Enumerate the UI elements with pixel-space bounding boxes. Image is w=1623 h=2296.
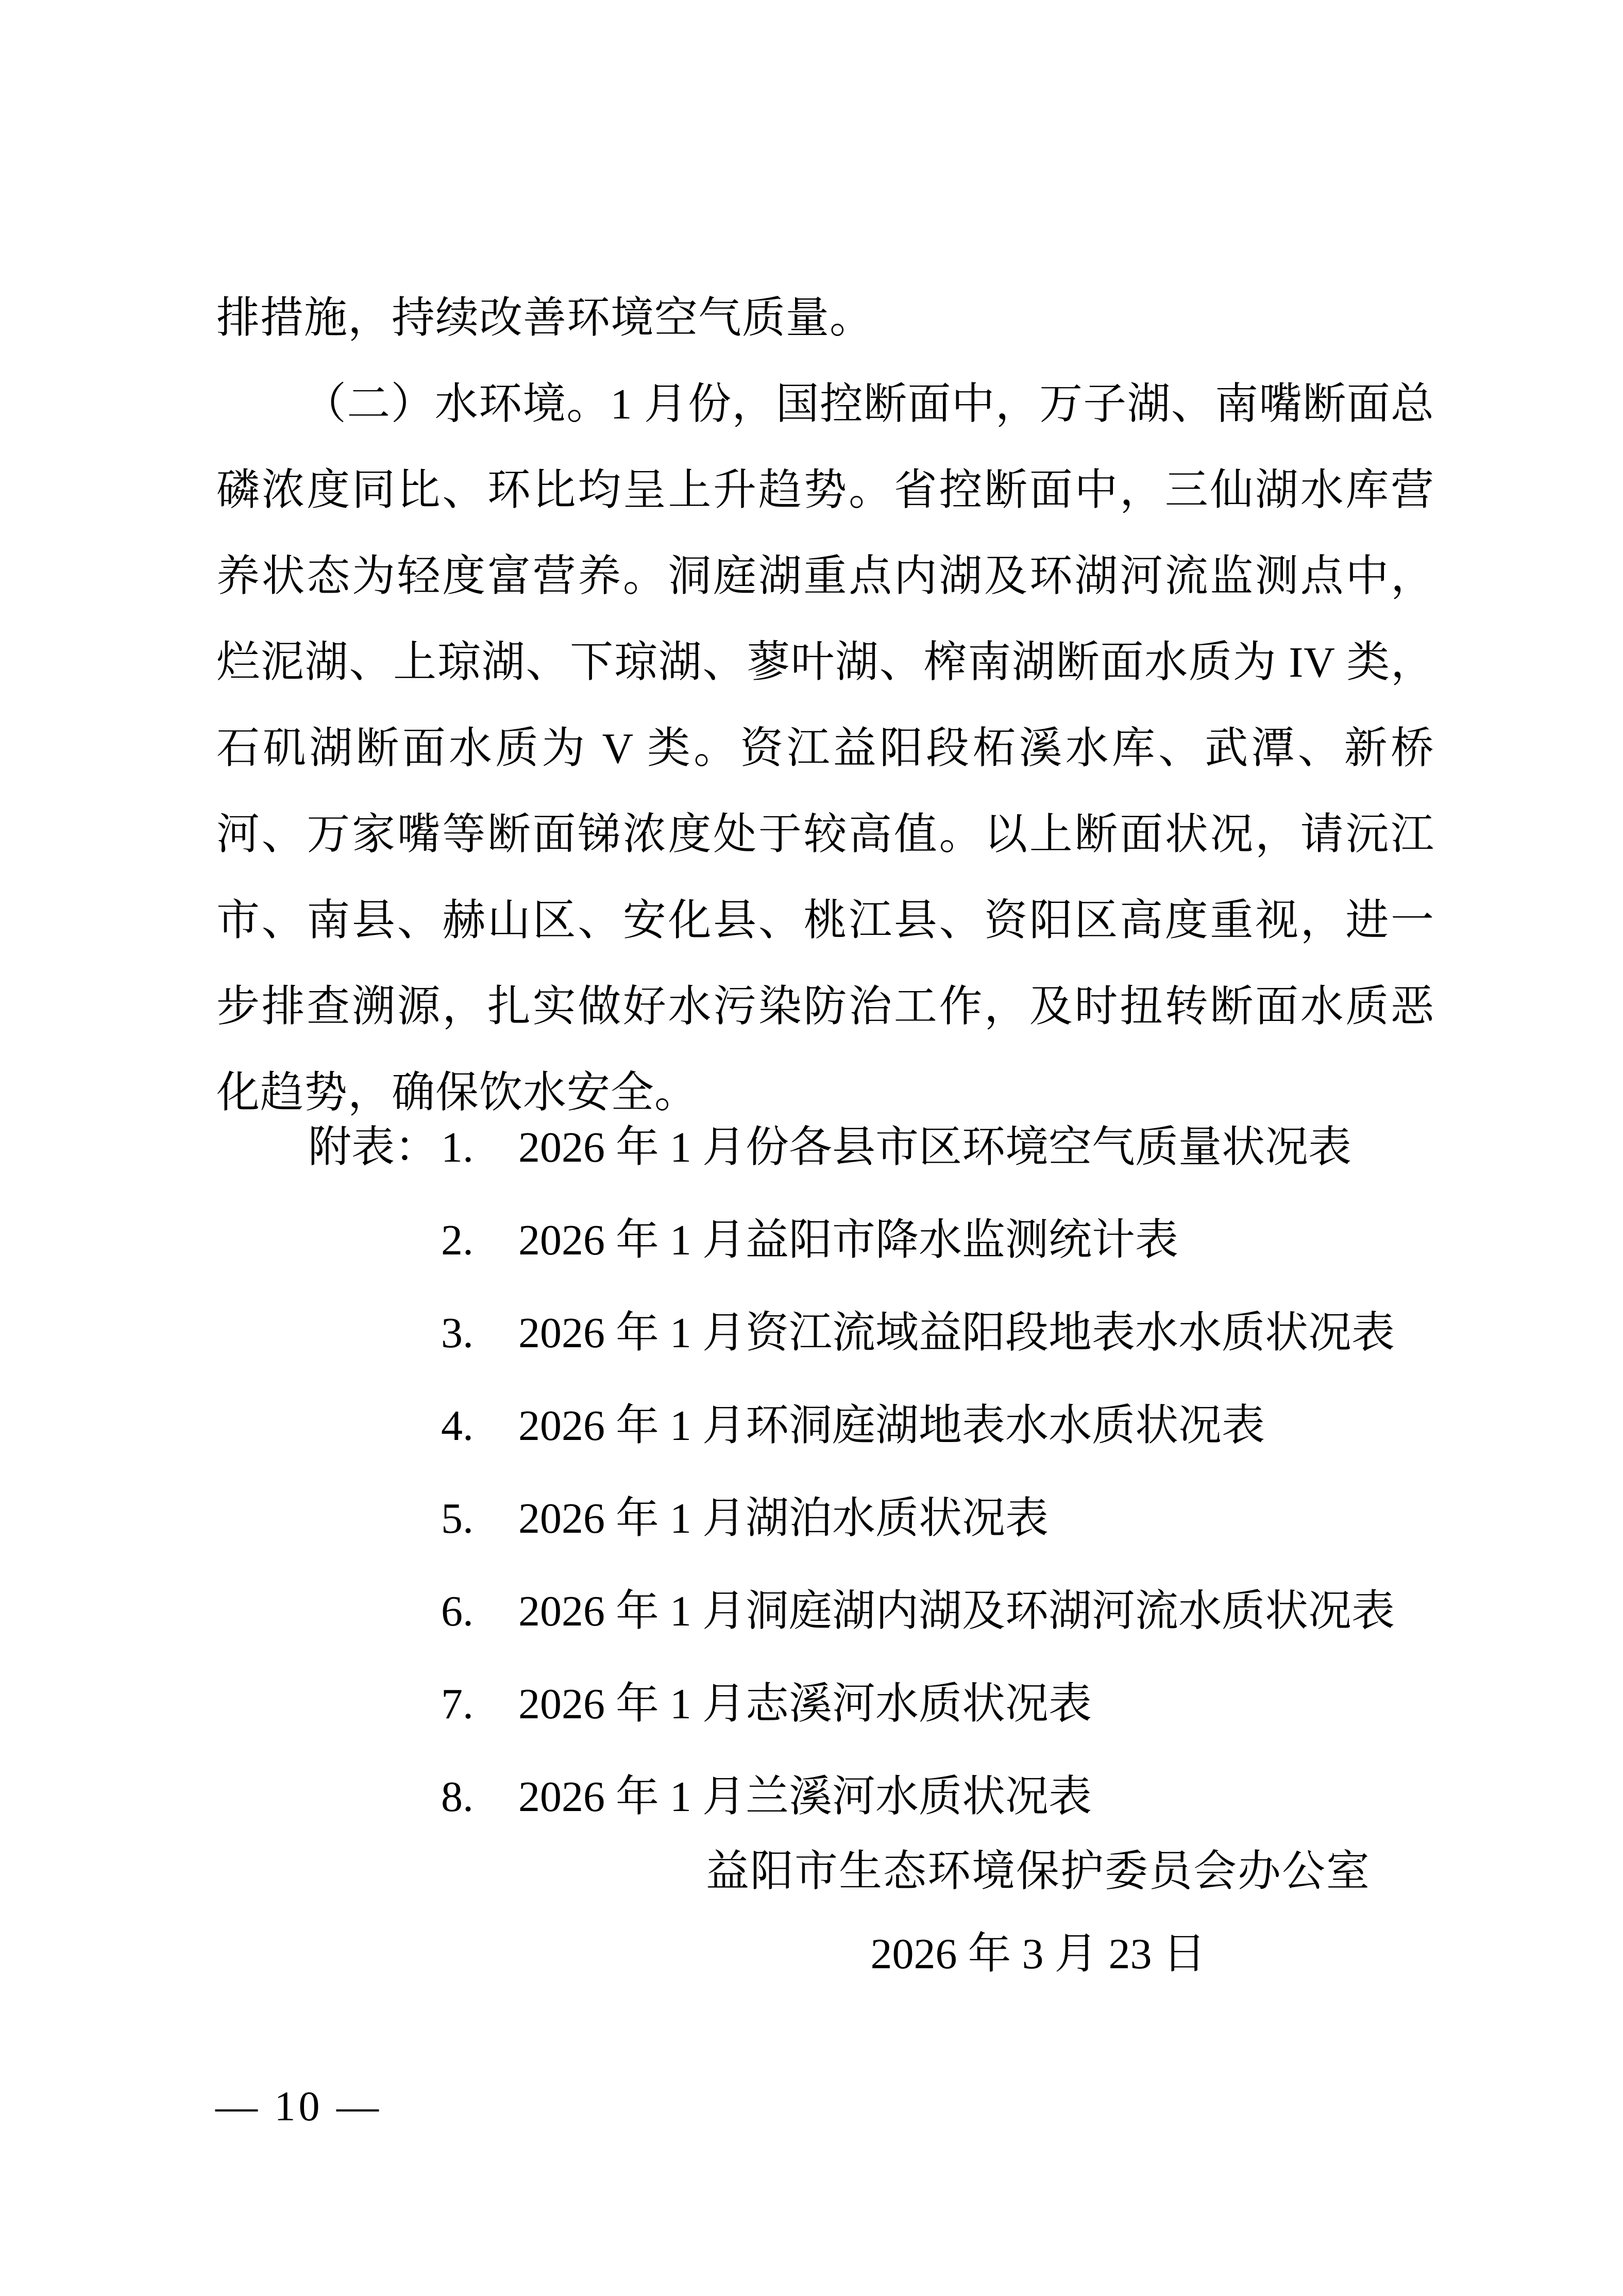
attachment-item-title: 2026 年 1 月益阳市降水监测统计表	[518, 1216, 1179, 1264]
attachment-item	[441, 1101, 1586, 1194]
attachment-item-title: 2026 年 1 月兰溪河水质状况表	[518, 1773, 1092, 1821]
paragraph-air-quality-conclusion: 排措施，持续改善环境空气质量。	[216, 294, 874, 342]
attachment-item-title: 2026 年 1 月洞庭湖内湖及环湖河流水质状况表	[518, 1587, 1395, 1635]
attachment-item	[441, 1751, 1586, 1843]
attachment-item-title: 2026 年 1 月志溪河水质状况表	[518, 1680, 1092, 1728]
attachment-item-number: 5.	[441, 1495, 474, 1543]
attachment-item-number: 4.	[441, 1402, 474, 1450]
attachment-item-number: 8.	[441, 1773, 474, 1821]
attachment-item-number: 6.	[441, 1587, 474, 1635]
paragraph-water-environment: （二）水环境。1 月份，国控断面中，万子湖、南嘴断面总磷浓度同比、环比均呈上升趋势。省控断面中，三仙湖水库营养状态为轻度富营养。洞庭湖重点内湖及环湖河流监测点中，烂泥湖、上琼湖、下琼湖、蓼叶湖、榨南湖断面水质为 IV 类，石矶湖断面水质为 V 类。资江益阳段柘溪水库、武潭、新桥河、万家嘴等断面锑浓度处于较高值。以上断面状况，请沅江市、南县、赫山区、安化县、桃江县、资阳区高度重视，进一步排查溯源，扎实做好水污染防治工作，及时扭转断面水质恶化趋势，确保饮水安全。	[216, 380, 1434, 1117]
attachment-item-title: 2026 年 1 月份各县市区环境空气质量状况表	[518, 1124, 1352, 1171]
attachment-item	[441, 1194, 1586, 1287]
signature-block	[706, 1831, 1371, 1996]
page-number: — 10 —	[215, 2083, 382, 2130]
attachment-item-title: 2026 年 1 月湖泊水质状况表	[518, 1495, 1049, 1543]
attachment-item-number: 2.	[441, 1216, 474, 1264]
attachment-item	[441, 1658, 1586, 1751]
attachment-item	[441, 1565, 1586, 1658]
attachment-item-title: 2026 年 1 月环洞庭湖地表水水质状况表	[518, 1402, 1265, 1450]
body-text-block	[216, 275, 1434, 1136]
attachment-item-number: 1.	[441, 1124, 474, 1171]
attachment-item-number: 3.	[441, 1309, 474, 1357]
attachment-item-title: 2026 年 1 月资江流域益阳段地表水水质状况表	[518, 1309, 1395, 1357]
attachment-list	[308, 1101, 1586, 1843]
signature-organization: 益阳市生态环境保护委员会办公室	[705, 1848, 1371, 1896]
attachment-item	[441, 1380, 1586, 1472]
attachment-list-label: 附表：	[308, 1124, 438, 1171]
attachment-item	[441, 1287, 1586, 1380]
signature-date: 2026 年 3 月 23 日	[870, 1930, 1206, 1978]
attachment-items	[308, 1101, 1586, 1843]
attachment-item-number: 7.	[441, 1680, 474, 1728]
attachment-item	[441, 1472, 1586, 1565]
